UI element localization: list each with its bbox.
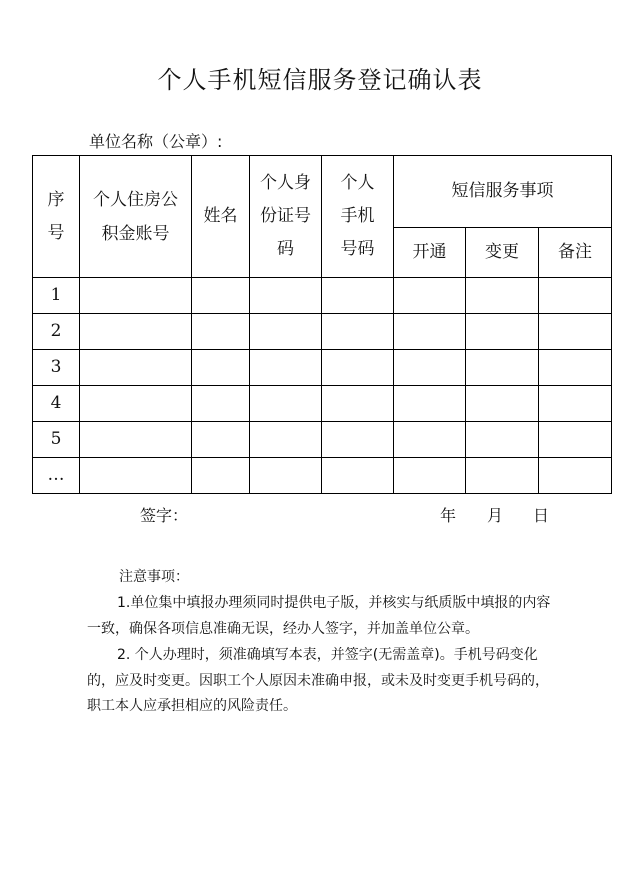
cell-id-number[interactable] [250, 458, 322, 494]
cell-change[interactable] [466, 350, 539, 386]
cell-account[interactable] [80, 386, 192, 422]
cell-id-number[interactable] [250, 278, 322, 314]
header-remark: 备注 [539, 228, 612, 278]
cell-name[interactable] [192, 458, 250, 494]
notes-item-1: 1.单位集中填报办理须同时提供电子版，并核实与纸质版中填报的内容一致，确保各项信息准确无误，经办人签字，并加盖单位公章。 [87, 594, 551, 637]
cell-account[interactable] [80, 458, 192, 494]
header-account: 个人住房公积金账号 [80, 156, 192, 278]
signature-year: 年 [440, 506, 457, 525]
cell-change[interactable] [466, 314, 539, 350]
table-row [33, 386, 612, 422]
table-row [33, 314, 612, 350]
cell-account[interactable] [80, 278, 192, 314]
cell-account[interactable] [80, 314, 192, 350]
signature-day: 日 [533, 506, 550, 525]
cell-id-number[interactable] [250, 386, 322, 422]
cell-open[interactable] [394, 278, 466, 314]
table-row [33, 458, 612, 494]
table-row [33, 278, 612, 314]
cell-open[interactable] [394, 350, 466, 386]
row-index: … [33, 458, 80, 494]
cell-phone[interactable] [322, 278, 394, 314]
cell-id-number[interactable] [250, 422, 322, 458]
header-phone: 个人手机号码 [322, 156, 394, 278]
row-index: 5 [33, 422, 80, 458]
header-id-number: 个人身份证号码 [250, 156, 322, 278]
cell-phone[interactable] [322, 422, 394, 458]
cell-remark[interactable] [539, 386, 612, 422]
header-open: 开通 [394, 228, 466, 278]
header-seq: 序号 [33, 156, 80, 278]
cell-name[interactable] [192, 422, 250, 458]
cell-change[interactable] [466, 386, 539, 422]
cell-id-number[interactable] [250, 350, 322, 386]
notes-section [87, 565, 562, 720]
signature-month: 月 [487, 506, 504, 525]
cell-phone[interactable] [322, 314, 394, 350]
cell-phone[interactable] [322, 350, 394, 386]
cell-name[interactable] [192, 278, 250, 314]
table-row [33, 422, 612, 458]
registration-table [32, 155, 612, 494]
cell-id-number[interactable] [250, 314, 322, 350]
header-name: 姓名 [192, 156, 250, 278]
notes-item-2: 2. 个人办理时，须准确填写本表，并签字(无需盖章)。手机号码变化的，应及时变更。因职工个人原因未准确申报，或未及时变更手机号码的，职工本人应承担相应的风险责任。 [87, 646, 549, 715]
cell-remark[interactable] [539, 278, 612, 314]
cell-open[interactable] [394, 386, 466, 422]
row-index: 2 [33, 314, 80, 350]
cell-account[interactable] [80, 422, 192, 458]
cell-change[interactable] [466, 422, 539, 458]
cell-open[interactable] [394, 422, 466, 458]
page-title: 个人手机短信服务登记确认表 [157, 66, 483, 94]
cell-phone[interactable] [322, 386, 394, 422]
cell-name[interactable] [192, 314, 250, 350]
row-index: 3 [33, 350, 80, 386]
cell-remark[interactable] [539, 458, 612, 494]
cell-change[interactable] [466, 458, 539, 494]
header-change: 变更 [466, 228, 539, 278]
cell-remark[interactable] [539, 350, 612, 386]
unit-name-label: 单位名称（公章）: [89, 132, 223, 151]
signature-label: 签字： [140, 506, 189, 525]
cell-open[interactable] [394, 458, 466, 494]
cell-open[interactable] [394, 314, 466, 350]
notes-heading: 注意事项： [119, 569, 189, 585]
cell-remark[interactable] [539, 422, 612, 458]
header-sms-group: 短信服务事项 [394, 156, 612, 228]
cell-remark[interactable] [539, 314, 612, 350]
cell-phone[interactable] [322, 458, 394, 494]
cell-name[interactable] [192, 386, 250, 422]
cell-change[interactable] [466, 278, 539, 314]
table-row [33, 350, 612, 386]
row-index: 4 [33, 386, 80, 422]
row-index: 1 [33, 278, 80, 314]
cell-name[interactable] [192, 350, 250, 386]
cell-account[interactable] [80, 350, 192, 386]
